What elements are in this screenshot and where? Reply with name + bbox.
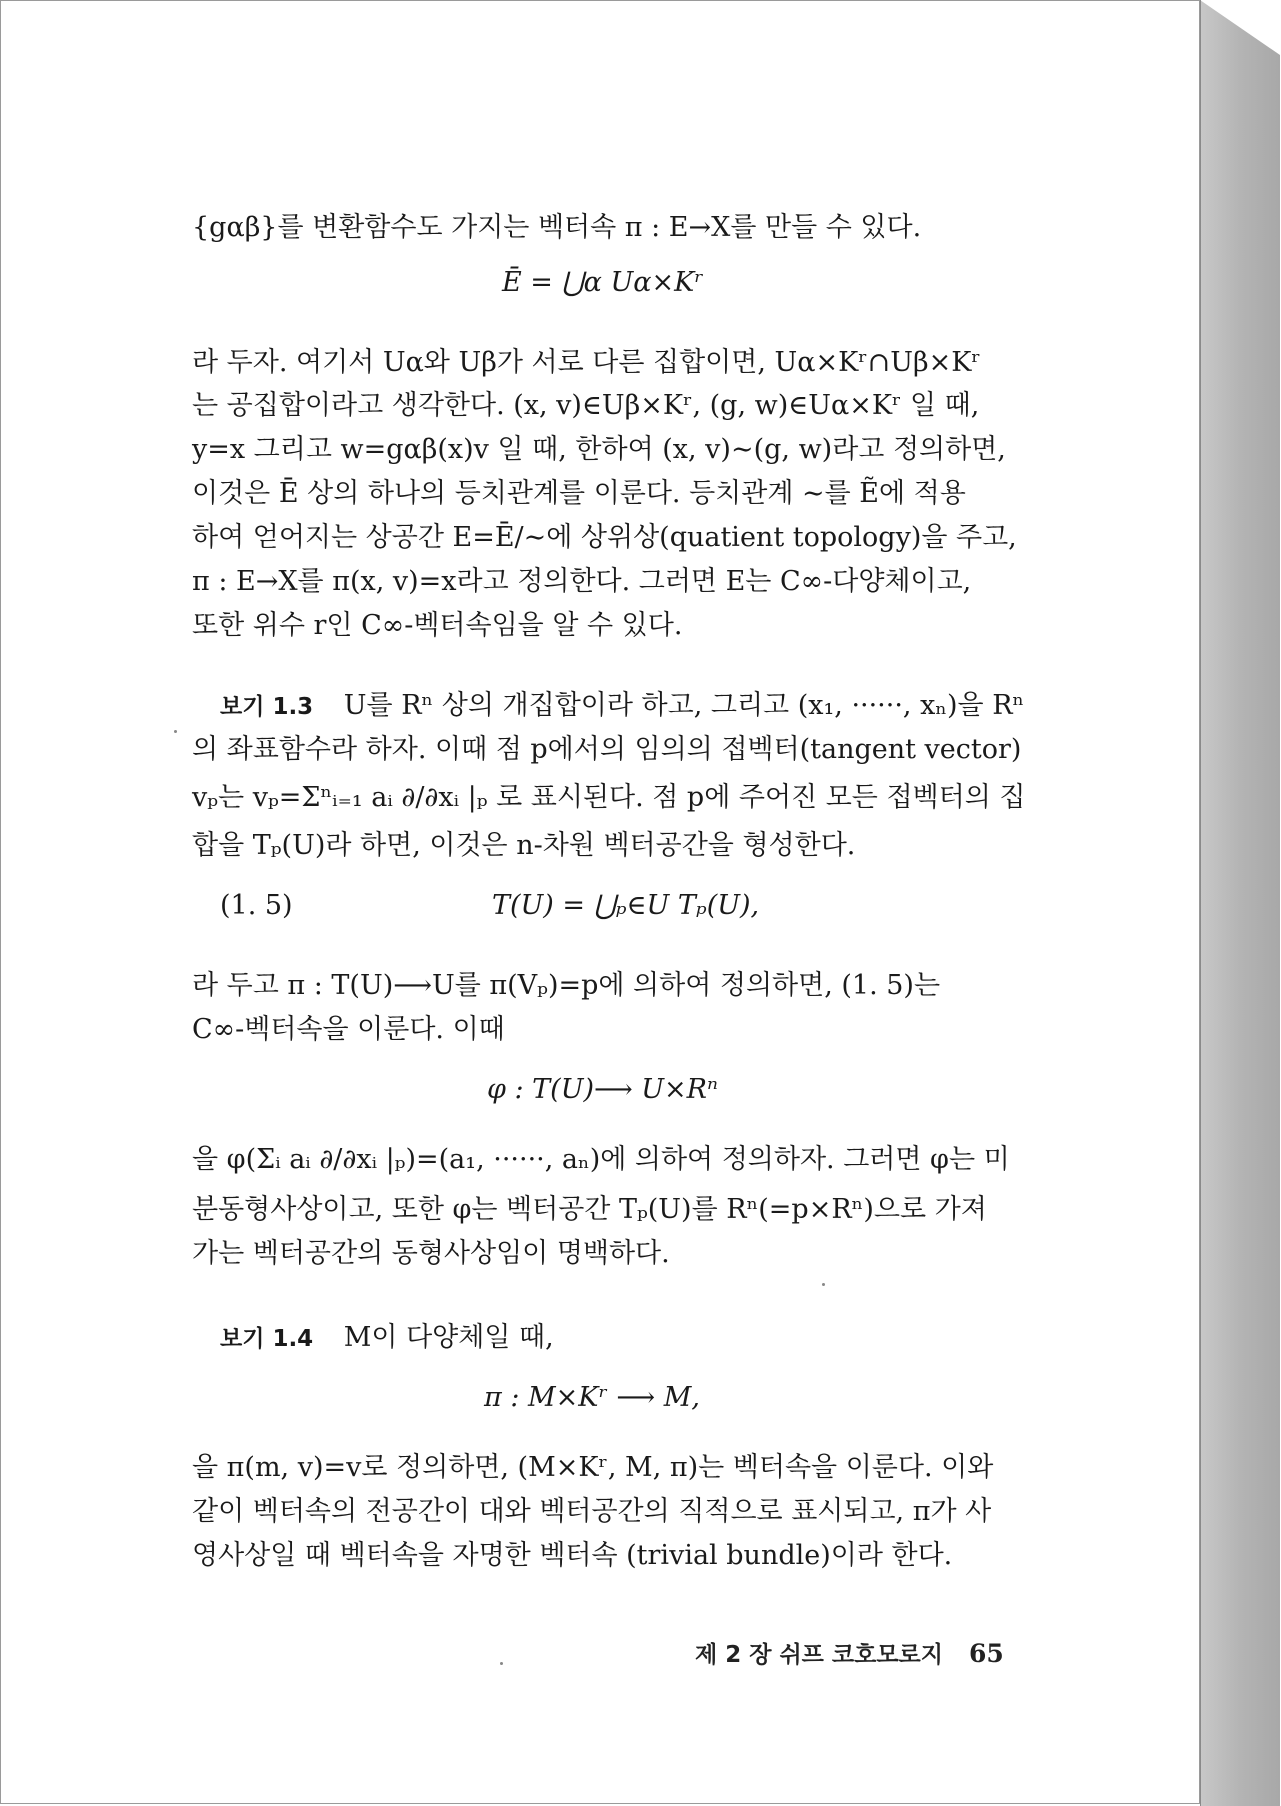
text-line: {gαβ}를 변환함수도 가지는 벡터속 π : E→X를 만들 수 있다. — [192, 212, 922, 243]
text-line: y=x 그리고 w=gαβ(x)v 일 때, 한하여 (x, v)∼(g, w)라고 정의하면, — [192, 434, 1006, 465]
text-line: 합을 Tₚ(U)라 하면, 이것은 n-차원 벡터공간을 형성한다. — [192, 830, 856, 861]
equation-number: (1. 5) — [220, 890, 293, 921]
equation-tu: T(U) = ⋃ₚ∈U Tₚ(U), — [492, 890, 760, 921]
book-edge-line — [1200, 0, 1201, 1806]
text-line: 분동형사상이고, 또한 φ는 벡터공간 Tₚ(U)를 Rⁿ(=p×Rⁿ)으로 가져 — [192, 1194, 987, 1225]
example-title: 보기 1.3 — [220, 694, 314, 720]
equation-phi: φ : T(U)⟶ U×Rⁿ — [487, 1074, 718, 1105]
text-line: 라 두고 π : T(U)⟶U를 π(Vₚ)=p에 의하여 정의하면, (1. 5)는 — [192, 970, 941, 1001]
page-footer — [695, 1636, 1004, 1669]
text-line: π : E→X를 π(x, v)=x라고 정의한다. 그러면 E는 C∞-다양체이고, — [192, 566, 972, 597]
page-number: 65 — [969, 1639, 1004, 1668]
text-line: 같이 벡터속의 전공간이 대와 벡터공간의 직적으로 표시되고, π가 사 — [192, 1496, 992, 1527]
text-line: 또한 위수 r인 C∞-벡터속임을 알 수 있다. — [192, 610, 683, 641]
text-line: 을 φ(Σᵢ aᵢ ∂/∂xᵢ |ₚ)=(a₁, ······, aₙ)에 의하여 정의하자. 그러면 φ는 미 — [192, 1144, 1010, 1175]
text-line: 가는 벡터공간의 동형사상임이 명백하다. — [192, 1238, 670, 1269]
text-line: 는 공집합이라고 생각한다. (x, v)∈Uβ×Kʳ, (g, w)∈Uα×Kʳ 일 때, — [192, 390, 980, 421]
example-1-3 — [220, 688, 1024, 723]
text-line: vₚ는 vₚ=Σⁿᵢ₌₁ aᵢ ∂/∂xᵢ |ₚ 로 표시된다. 점 p에 주어진 모든 접벡터의 집 — [192, 782, 1026, 813]
scan-speck — [500, 1662, 503, 1665]
example-1-4 — [220, 1320, 554, 1355]
equation-ebar: Ē = ⋃α Uα×Kʳ — [502, 267, 704, 298]
scan-speck — [174, 730, 177, 733]
text-line: C∞-벡터속을 이룬다. 이때 — [192, 1014, 505, 1045]
text-line: U를 Rⁿ 상의 개집합이라 하고, 그리고 (x₁, ······, xₙ)을 Rⁿ — [343, 690, 1025, 721]
text-line: 의 좌표함수라 하자. 이때 점 p에서의 임의의 접벡터(tangent vector) — [192, 734, 1022, 765]
text-line: 을 π(m, v)=v로 정의하면, (M×Kʳ, M, π)는 벡터속을 이룬다. 이와 — [192, 1452, 994, 1483]
text-line: 라 두자. 여기서 Uα와 Uβ가 서로 다른 집합이면, Uα×Kʳ∩Uβ×Kʳ — [192, 347, 981, 378]
text-line: M이 다양체일 때, — [343, 1322, 554, 1353]
chapter-title: 제 2 장 쉬프 코호모로지 — [695, 1642, 943, 1668]
text-line: 하여 얻어지는 상공간 E=Ē/∼에 상위상(quatient topology)을 주고, — [192, 522, 1017, 553]
scan-speck — [822, 1283, 825, 1286]
text-line: 이것은 Ē 상의 하나의 등치관계를 이룬다. 등치관계 ∼를 Ẽ에 적용 — [192, 478, 966, 509]
example-title: 보기 1.4 — [220, 1326, 314, 1352]
equation-pi: π : M×Kʳ ⟶ M, — [484, 1382, 700, 1413]
text-line: 영사상일 때 벡터속을 자명한 벡터속 (trivial bundle)이라 한다. — [192, 1540, 953, 1571]
book-edge — [1200, 0, 1280, 1806]
